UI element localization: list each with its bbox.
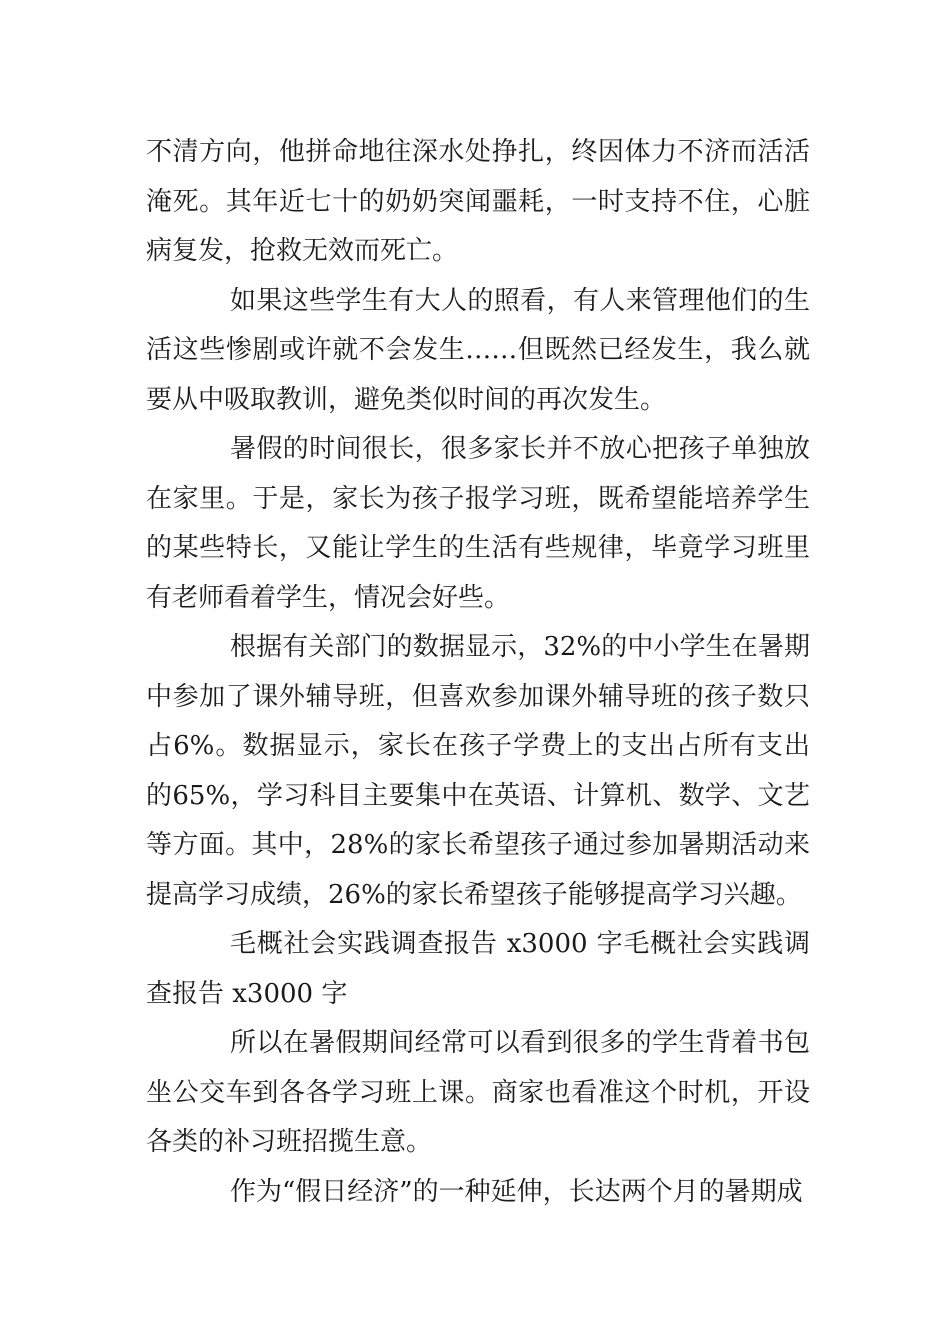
paragraph-1: 不清方向，他拼命地往深水处挣扎，终因体力不济而活活淹死。其年近七十的奶奶突闻噩耗，一时支持不住，心脏病复发，抢救无效而死亡。 [146,137,810,266]
paragraph-2: 如果这些学生有大人的照看，有人来管理他们的生活这些惨剧或许就不会发生……但既然已经发生，我么就要从中吸取教训，避免类似时间的再次发生。 [146,285,810,415]
paragraph-4: 根据有关部门的数据显示，32%的中小学生在暑期中参加了课外辅导班，但喜欢参加课外辅导班的孩子数只占6%。数据显示，家长在孩子学费上的支出占所有支出的65%，学习科目主要集中在英语、计算机、数学、文艺等方面。其中，28%的家长希望孩子通过参加暑期活动来提高学习成绩，26%的家长希望孩子能够提高学习兴趣。 [146,632,810,910]
paragraph-3: 暑假的时间很长，很多家长并不放心把孩子单独放在家里。于是，家长为孩子报学习班，既希望能培养学生的某些特长，又能让学生的生活有些规律，毕竟学习班里有老师看着学生，情况会好些。 [146,434,810,613]
paragraph-5: 毛概社会实践调查报告 x3000 字毛概社会实践调查报告 x3000 字 [146,929,810,1009]
paragraph-6: 所以在暑假期间经常可以看到很多的学生背着书包坐公交车到各各学习班上课。商家也看准这个时机，开设各类的补习班招揽生意。 [146,1028,810,1157]
document-body [146,128,810,1217]
paragraph-7: 作为“假日经济”的一种延伸，长达两个月的暑期成 [230,1176,803,1207]
